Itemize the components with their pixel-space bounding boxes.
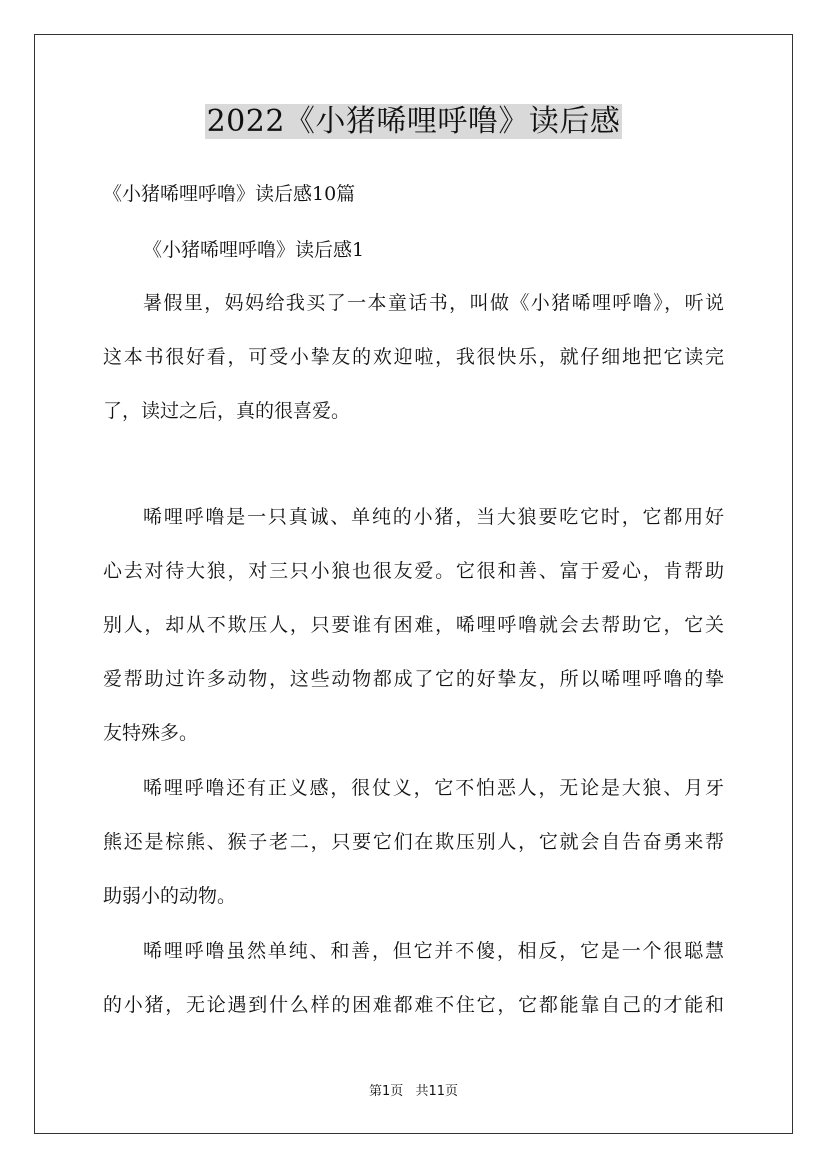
paragraph-1-line-1: 暑假里，妈妈给我买了一本童话书，叫做《小猪唏哩呼噜》，听说 xyxy=(143,292,724,314)
paragraph-4-line-1: 唏哩呼噜虽然单纯、和善，但它并不傻，相反，它是一个很聪慧 xyxy=(143,940,724,962)
paragraph-3-line-2: 熊还是棕熊、猴子老二，只要它们在欺压别人，它就会自告奋勇来帮 xyxy=(103,831,724,853)
document-title: 2022《小猪唏哩呼噜》读后感 xyxy=(206,104,621,139)
chapter-heading: 《小猪唏哩呼噜》读后感1 xyxy=(143,239,365,261)
document-subtitle: 《小猪唏哩呼噜》读后感10篇 xyxy=(103,183,356,205)
page-total: 共11页 xyxy=(415,1084,458,1099)
paragraph-2-line-2: 心去对待大狼，对三只小狼也很友爱。它很和善、富于爱心，肯帮助 xyxy=(103,560,724,582)
paragraph-2-line-4: 爱帮助过许多动物，这些动物都成了它的好挚友，所以唏哩呼噜的挚 xyxy=(103,668,724,690)
paragraph-1-line-3: 了，读过之后，真的很喜爱。 xyxy=(103,400,351,422)
page-footer xyxy=(0,1082,827,1102)
paragraph-3-line-1: 唏哩呼噜还有正义感，很仗义，它不怕恶人，无论是大狼、月牙 xyxy=(143,777,724,799)
paragraph-4-line-2: 的小猪，无论遇到什么样的困难都难不住它，它都能靠自己的才能和 xyxy=(103,994,724,1016)
paragraph-1-line-2: 这本书很好看，可受小挚友的欢迎啦，我很快乐，就仔细地把它读完 xyxy=(103,346,724,368)
paragraph-2-line-1: 唏哩呼噜是一只真诚、单纯的小猪，当大狼要吃它时，它都用好 xyxy=(143,506,724,528)
paragraph-2-line-5: 友特殊多。 xyxy=(103,722,199,744)
paragraph-3-line-3: 助弱小的动物。 xyxy=(103,885,237,907)
page-number: 第1页 xyxy=(369,1084,404,1099)
paragraph-2-line-3: 别人，却从不欺压人，只要谁有困难，唏哩呼噜就会去帮助它，它关 xyxy=(103,614,724,636)
document-title-wrapper xyxy=(0,101,827,143)
